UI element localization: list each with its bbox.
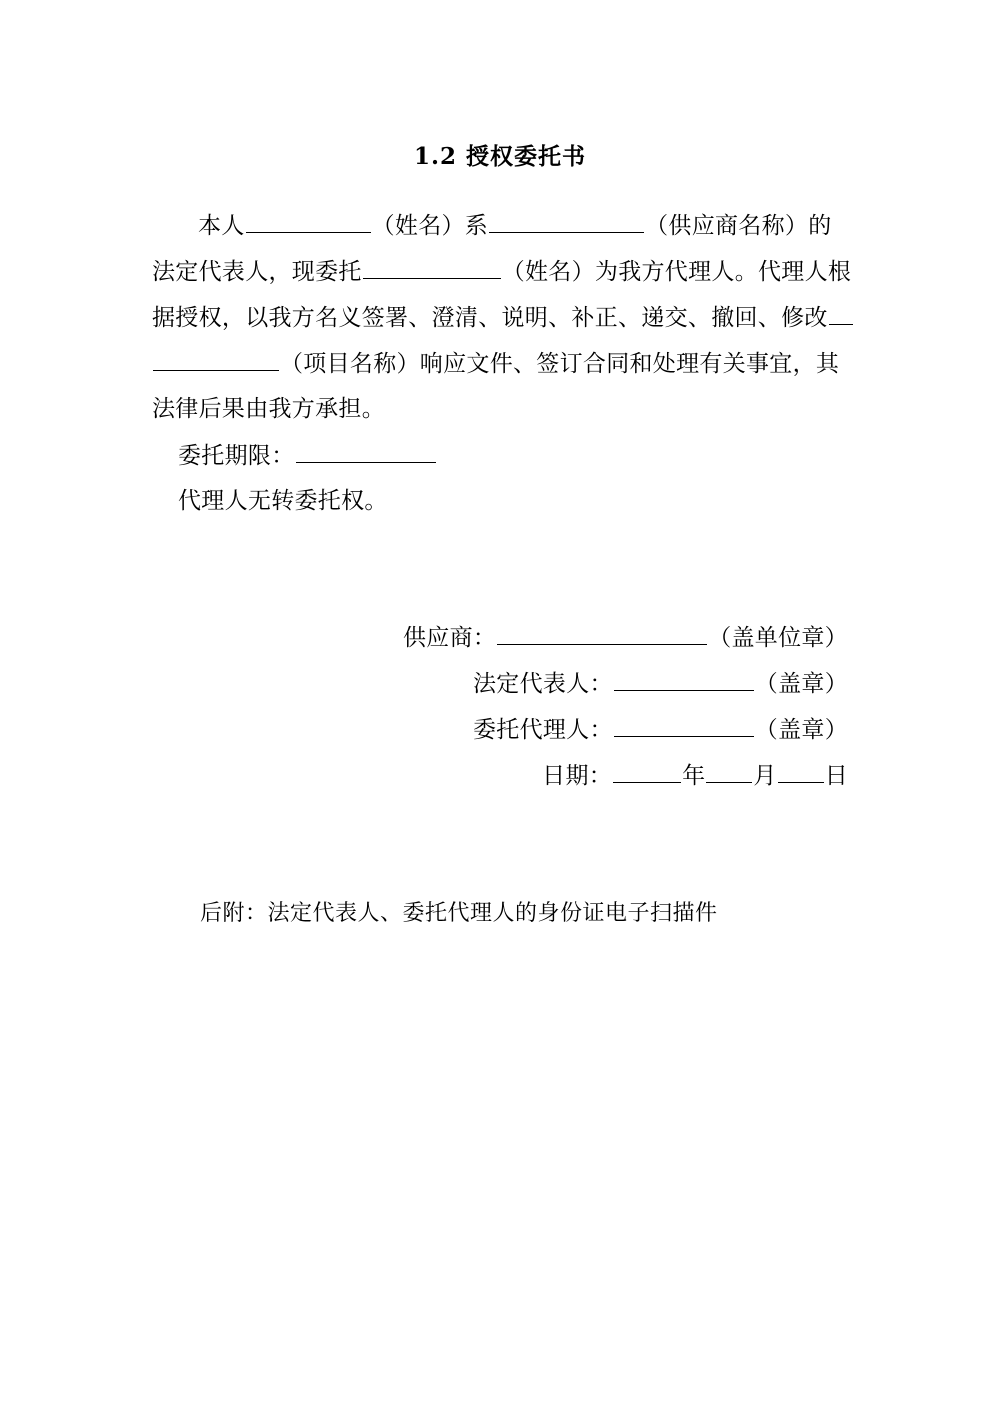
text-segment: （供应商名称）的 (645, 213, 832, 239)
term-line (178, 438, 437, 473)
date-label: 日期： (542, 763, 613, 789)
blank-year (613, 758, 681, 783)
text-segment: 据授权，以我方名义签署、澄清、说明、补正、递交、撤回、修改 (152, 305, 828, 331)
blank-agent-name (363, 254, 501, 279)
term-label: 委托期限： (178, 443, 295, 469)
month-label: 月 (753, 763, 777, 789)
attachment-note: 后附：法定代表人、委托代理人的身份证电子扫描件 (200, 901, 718, 926)
blank-term (296, 438, 436, 463)
blank-project-name-start (829, 300, 853, 325)
body-line-5 (152, 392, 385, 426)
body-line-2 (152, 254, 851, 289)
agent-signature-line (473, 712, 848, 747)
text-segment: 法律后果由我方承担。 (152, 396, 385, 422)
body-line-4 (152, 346, 839, 381)
blank-agent-seal (614, 712, 754, 737)
body-line-1 (198, 208, 832, 243)
blank-legal-rep-seal (614, 666, 754, 691)
blank-supplier-seal (497, 620, 707, 645)
no-subdelegation-line: 代理人无转委托权。 (178, 488, 388, 514)
supplier-label: 供应商： (402, 625, 497, 651)
text-segment: （项目名称）响应文件、签订合同和处理有关事宜，其 (280, 351, 840, 377)
agent-suffix: （盖章） (754, 717, 848, 743)
text-segment: （姓名）系 (371, 213, 489, 239)
legal-rep-signature-line (473, 666, 848, 701)
legal-rep-label: 法定代表人： (472, 671, 613, 697)
legal-rep-suffix: （盖章） (754, 671, 848, 697)
blank-project-name (153, 346, 279, 371)
supplier-signature-line (403, 620, 848, 655)
agent-label: 委托代理人： (472, 717, 613, 743)
day-label: 日 (824, 763, 848, 789)
date-line (542, 758, 848, 793)
blank-principal-name (246, 208, 371, 233)
document-title: 1.2 授权委托书 (413, 143, 587, 170)
blank-day (778, 758, 824, 783)
blank-month (706, 758, 752, 783)
text-segment: 法定代表人，现委托 (152, 259, 362, 285)
year-label: 年 (682, 763, 706, 789)
body-line-3 (152, 300, 854, 335)
text-segment: （姓名）为我方代理人。代理人根 (501, 259, 852, 285)
blank-supplier-name (489, 208, 644, 233)
supplier-suffix: （盖单位章） (708, 625, 848, 651)
text-segment: 本人 (198, 213, 245, 239)
